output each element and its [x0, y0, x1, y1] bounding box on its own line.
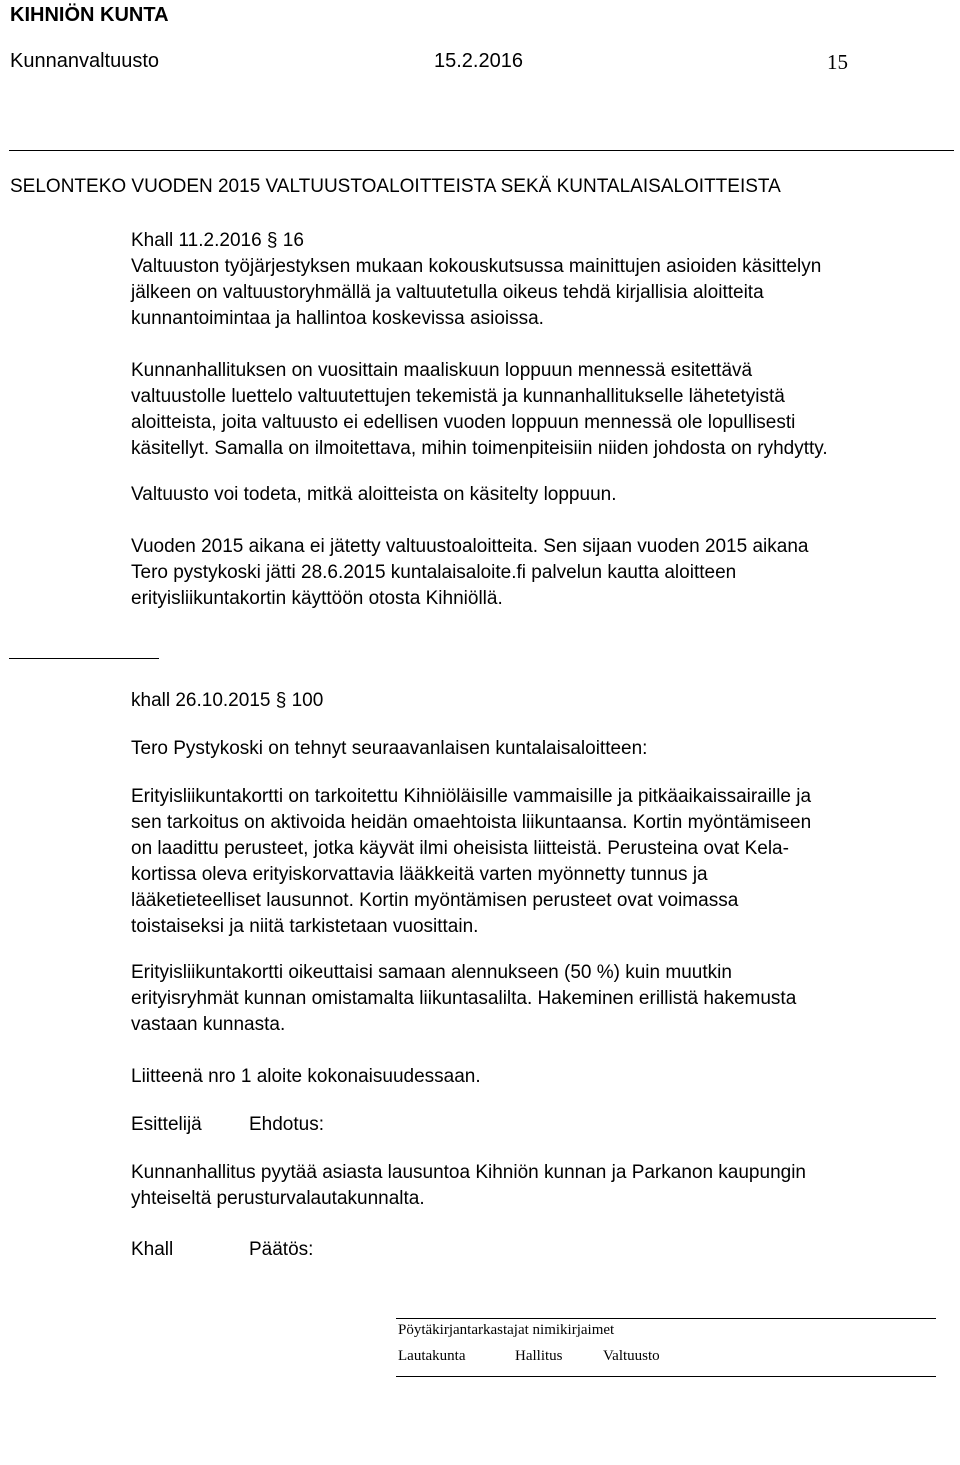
paragraph-7: Erityisliikuntakortti oikeuttaisi samaan alennukseen (50 %) kuin muutkin erityisryhmät kunnan omistamalta liikuntasalilta. Hakeminen erillistä hakemusta vastaan kunnasta.: [131, 962, 797, 1035]
paragraph-2: Kunnanhallituksen on vuosittain maaliskuun loppuun mennessä esitettävä valtuustolle luettelo valtuutettujen tekemistä ja kunnanhallitukselle lähetetyistä aloitteista, joita valtuusto ei edellisen vuoden loppuun mennessä ole lopullisesti käsitellyt. Samalla on ilmoitettava, mihin toimenpiteisiin niiden johdosta on ryhdytty.: [131, 360, 828, 459]
meeting-body: Kunnanvaltuusto: [10, 50, 160, 72]
paragraph-4: Vuoden 2015 aikana ei jätetty valtuustoaloitteita. Sen sijaan vuoden 2015 aikana Tero pystykoski jätti 28.6.2015 kuntalaisaloite.fi palvelun kautta aloitteen erityisliikuntakortin käyttöön otosta Kihniöllä.: [131, 536, 809, 609]
section-title: SELONTEKO VUODEN 2015 VALTUUSTOALOITTEISTA SEKÄ KUNTALAISALOITTEISTA: [10, 176, 781, 197]
page-number: 15: [827, 50, 848, 74]
signature-column-committee: Lautakunta: [398, 1348, 466, 1364]
decision-label: Päätös:: [249, 1239, 314, 1260]
paragraph-9: Kunnanhallitus pyytää asiasta lausuntoa Kihniön kunnan ja Parkanon kaupungin yhteiseltä perusturvalautakunnalta.: [131, 1162, 806, 1209]
meeting-date: 15.2.2016: [434, 50, 523, 72]
signature-column-board: Hallitus: [515, 1348, 563, 1364]
paragraph-3: Valtuusto voi todeta, mitkä aloitteista on käsitelty loppuun.: [131, 484, 617, 505]
presenter-label: Esittelijä: [131, 1114, 202, 1135]
board-label: Khall: [131, 1239, 174, 1260]
proposal-label: Ehdotus:: [249, 1114, 324, 1135]
meeting-reference: Khall 11.2.2016 § 16: [131, 230, 304, 251]
paragraph-6: Erityisliikuntakortti on tarkoitettu Kihniöläisille vammaisille ja pitkäaikaissairaille ja sen tarkoitus on aktivoida heidän omaehtoista liikuntaansa. Kortin myöntämiseen on laadittu perusteet, jotka käyvät ilmi oheisista liitteistä. Perusteina ovat Kela- kortissa oleva erityiskorvattavia lääkkeitä varten myönnetty tunnus ja lääketieteelliset lausunnot. Kortin myöntämisen perusteet ovat voimassa toistaiseksi ja niitä tarkistetaan vuosittain.: [131, 786, 812, 937]
signature-column-council: Valtuusto: [603, 1348, 660, 1364]
header-rule: [9, 150, 954, 151]
paragraph-1: Valtuuston työjärjestyksen mukaan kokouskutsussa mainittujen asioiden käsittelyn jälkeen on valtuustoryhmällä ja valtuutetulla oikeus tehdä kirjallisia aloitteita kunnantoimintaa ja hallintoa koskevissa asioissa.: [131, 256, 822, 329]
paragraph-5: Tero Pystykoski on tehnyt seuraavanlaisen kuntalaisaloitteen:: [131, 738, 648, 759]
paragraph-8: Liitteenä nro 1 aloite kokonaisuudessaan.: [131, 1066, 481, 1087]
signatures-label: Pöytäkirjantarkastajat nimikirjaimet: [398, 1322, 615, 1338]
footer-rule: [396, 1376, 936, 1377]
footer-rule: [396, 1318, 936, 1319]
separator-line: [9, 658, 159, 659]
municipality-name: KIHNIÖN KUNTA: [10, 4, 169, 26]
meeting-reference: khall 26.10.2015 § 100: [131, 690, 324, 711]
